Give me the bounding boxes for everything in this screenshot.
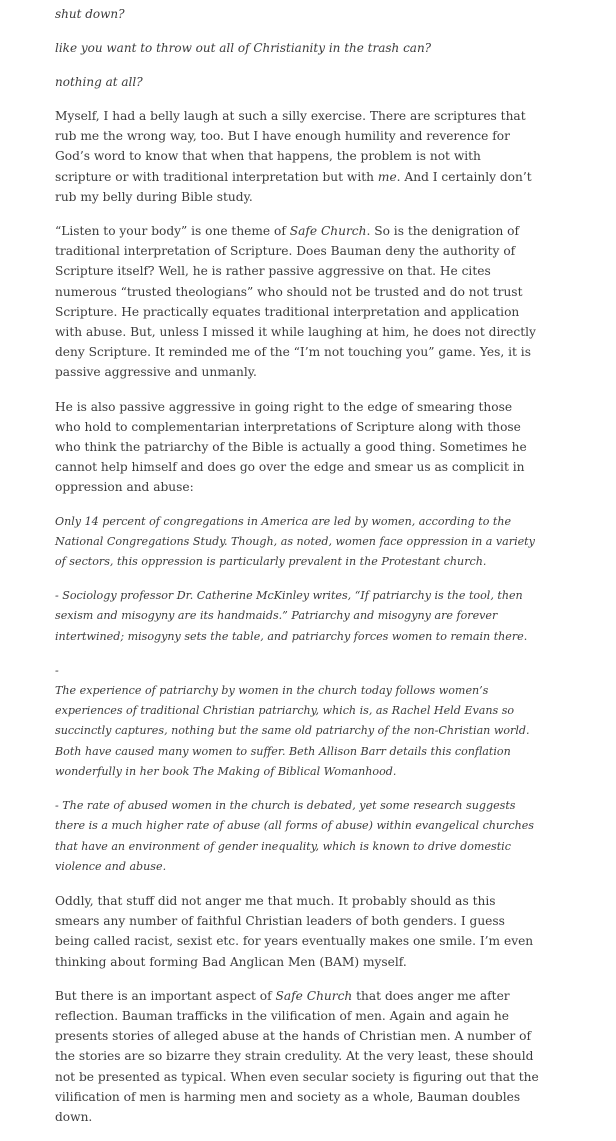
paragraph-important-aspect [55, 986, 541, 1127]
article-body [55, 4, 541, 1141]
rhetorical-question: nothing at all? [55, 75, 143, 89]
rhetorical-question: like you want to throw out all of Christianity in the trash can? [55, 41, 432, 55]
rhetorical-question: shut down? [55, 7, 125, 21]
paragraph-text: Myself, I had a belly laugh at such a silly exercise. There are scriptures that rub me the wrong way, too. But I have enough humility and reverence for God’s word to know that when that happens, the problem is not with scripture or with traditional interpretation but with [55, 109, 526, 184]
paragraph-text: But there is an important aspect of [55, 988, 276, 1003]
paragraph-text: “Listen to your body” is one theme of [55, 224, 290, 239]
paragraph-listen-to-your-body [55, 221, 541, 383]
paragraph-oddly: Oddly, that stuff did not anger me that much. It probably should as this smears any number of faithful Christian leaders of both genders. I guess being called racist, sexist etc. for years eventually makes one smile. I’m even thinking about forming Bad Anglican Men (BAM) myself. [55, 893, 534, 969]
book-title: Safe Church [275, 988, 353, 1003]
block-quote: - The rate of abused women in the church is debated, yet some research suggests there is a much higher rate of abuse (all forms of abuse) within evangelical churches that have an environment of gender inequality, which is known to drive domestic violence and abuse. [55, 799, 534, 873]
emphasis-text: me [377, 169, 397, 184]
paragraph-text: . So is the denigration of traditional interpretation of Scripture. Does Bauman deny the authority of Scripture itself? Well, he is rather passive aggressive on that. He cites numerous “trusted theologians” who should not be trusted and do not trust Scripture. He practically equates traditional interpretation and application with abuse. But, unless I missed it while laughing at him, he does not directly deny Scripture. It reminded me of the “I’m not touching you” game. Yes, it is passive aggressive and unmanly. [55, 224, 536, 380]
paragraph-text: that does anger me after reflection. Bauman trafficks in the vilification of men. Again and again he presents stories of alleged abuse at the hands of Christian men. A number of the stories are so bizarre they strain credulity. At the very least, these should not be presented as typical. When even secular society is figuring out that the vilification of men is harming men and society as a whole, Bauman doubles down. [55, 988, 539, 1124]
quote-separator: - [55, 663, 59, 677]
paragraph-belly-laugh [55, 106, 541, 207]
book-title: Safe Church [289, 224, 367, 239]
paragraph-passive-aggressive: He is also passive aggressive in going right to the edge of smearing those who hold to complementarian interpretations of Scripture along with those who think the patriarchy of the Bible is actually a good thing. Sometimes he cannot help himself and does go over the edge and smear us as complicit in oppression and abuse: [55, 399, 527, 495]
block-quote: Only 14 percent of congregations in America are led by women, according to the National Congregations Study. Though, as noted, women face oppression in a variety of sectors, this oppression is particularly prevalent in the Protestant church. [55, 514, 535, 569]
paragraph-text: . And I certainly don’t rub my belly during Bible study. [55, 169, 532, 204]
block-quote: The experience of patriarchy by women in the church today follows women’s experiences of traditional Christian patriarchy, which is, as Rachel Held Evans so succinctly captures, nothing but the same old patriarchy of the non-Christian world. Both have caused many women to suffer. Beth Allison Barr details this conflation wonderfully in her book The Making of Biblical Womanhood. [55, 684, 530, 778]
block-quote: - Sociology professor Dr. Catherine McKinley writes, “If patriarchy is the tool, then sexism and misogyny are its handmaids.” Patriarchy and misogyny are forever intertwined; misogyny sets the table, and patriarchy forces women to remain there. [55, 589, 528, 643]
